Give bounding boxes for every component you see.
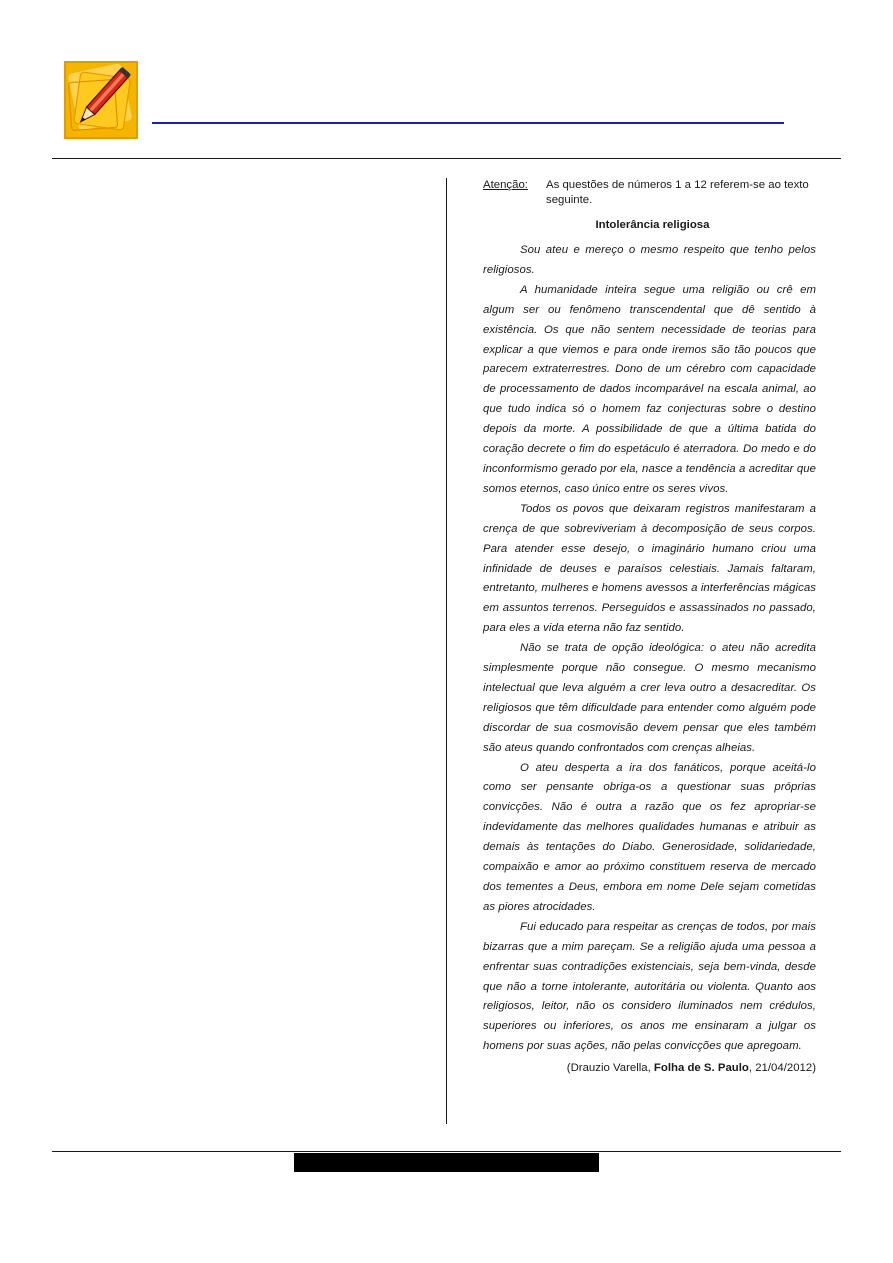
header-divider xyxy=(52,158,841,159)
article-paragraph: O ateu desperta a ira dos fanáticos, porque aceitá-lo como ser pensante obriga-os a questionar suas próprias convicções. Não é outra a razão que os fez apropriar-se indevidamente das melhores qualidades humanas e atribuir as demais às tentações do Diabo. Generosidade, solidariedade, compaixão e amor ao próximo constituem reserva de mercado dos tementes a Deus, embora em nome Dele sejam cometidas as piores atrocidades. xyxy=(483,761,816,913)
article-paragraph: Não se trata de opção ideológica: o ateu não acredita simplesmente porque não consegue. O mesmo mecanismo intelectual que leva alguém a crer leva outro a desacreditar. Os religiosos que têm dificuldade para entender como alguém pode discordar de sua cosmovisão devem pensar que eles também são ateus quando confrontados com crenças alheias. xyxy=(483,642,816,754)
header-blue-rule xyxy=(152,122,784,124)
footer-divider xyxy=(52,1151,841,1152)
article-paragraph: A humanidade inteira segue uma religião ou crê em algum ser ou fenômeno transcendental que dê sentido à existência. Os que não sentem necessidade de teorias para explicar a que viemos e para onde iremos são tão poucos que parecem extraterrestres. Dono de um cérebro com capacidade de processamento de dados incomparável na escala animal, ao que tudo indica só o homem faz conjecturas sobre o destino depois da morte. A possibilidade de que a última batida do coração decrete o fim do espetáculo é aterradora. Do medo e do inconformismo gerado por ela, nasce a tendência a acreditar que somos eternos, caso único entre os seres vivos. xyxy=(483,283,816,495)
source-date: , 21/04/2012) xyxy=(748,1062,816,1075)
article-paragraph: Sou ateu e mereço o mesmo respeito que tenho pelos religiosos. xyxy=(483,244,816,276)
article-paragraph: Fui educado para respeitar as crenças de todos, por mais bizarras que a mim pareçam. Se a religião ajuda uma pessoa a enfrentar suas contradições existenciais, seja bem-vinda, desde que não a torne intolerante, autoritária ou violenta. Quanto aos religiosos, leitor, não os considero iluminados nem crédulos, superiores ou inferiores, os anos me ensinaram a julgar os homens por suas ações, não pelas convicções que apregoam. xyxy=(483,920,816,1053)
article-source xyxy=(483,1059,816,1077)
source-open: ( xyxy=(566,1062,571,1075)
left-column-empty xyxy=(52,178,432,1123)
article-title: Intolerância religiosa xyxy=(595,219,710,231)
attention-text: As questões de números 1 a 12 referem-se ao texto seguinte. xyxy=(546,179,809,206)
article-paragraph: Todos os povos que deixaram registros manifestaram a crença de que sobreviveriam à decomposição de seus corpos. Para atender esse desejo, o imaginário humano criou uma infinidade de deuses e paraísos celestiais. Jamais faltaram, entretanto, mulheres e homens avessos a interferências mágicas em assuntos terrenos. Perseguidos e assassinados no passado, para eles a vida eterna não faz sentido. xyxy=(483,502,816,635)
right-column xyxy=(483,178,816,1077)
footer-bar xyxy=(294,1153,599,1172)
article-body xyxy=(483,241,816,1057)
source-author: Drauzio Varella, xyxy=(570,1062,654,1075)
column-divider xyxy=(446,178,447,1124)
source-publication: Folha de S. Paulo xyxy=(653,1062,749,1075)
pencil-logo-icon xyxy=(64,61,138,139)
attention-note xyxy=(483,178,816,207)
attention-label: Atenção: xyxy=(483,179,528,191)
